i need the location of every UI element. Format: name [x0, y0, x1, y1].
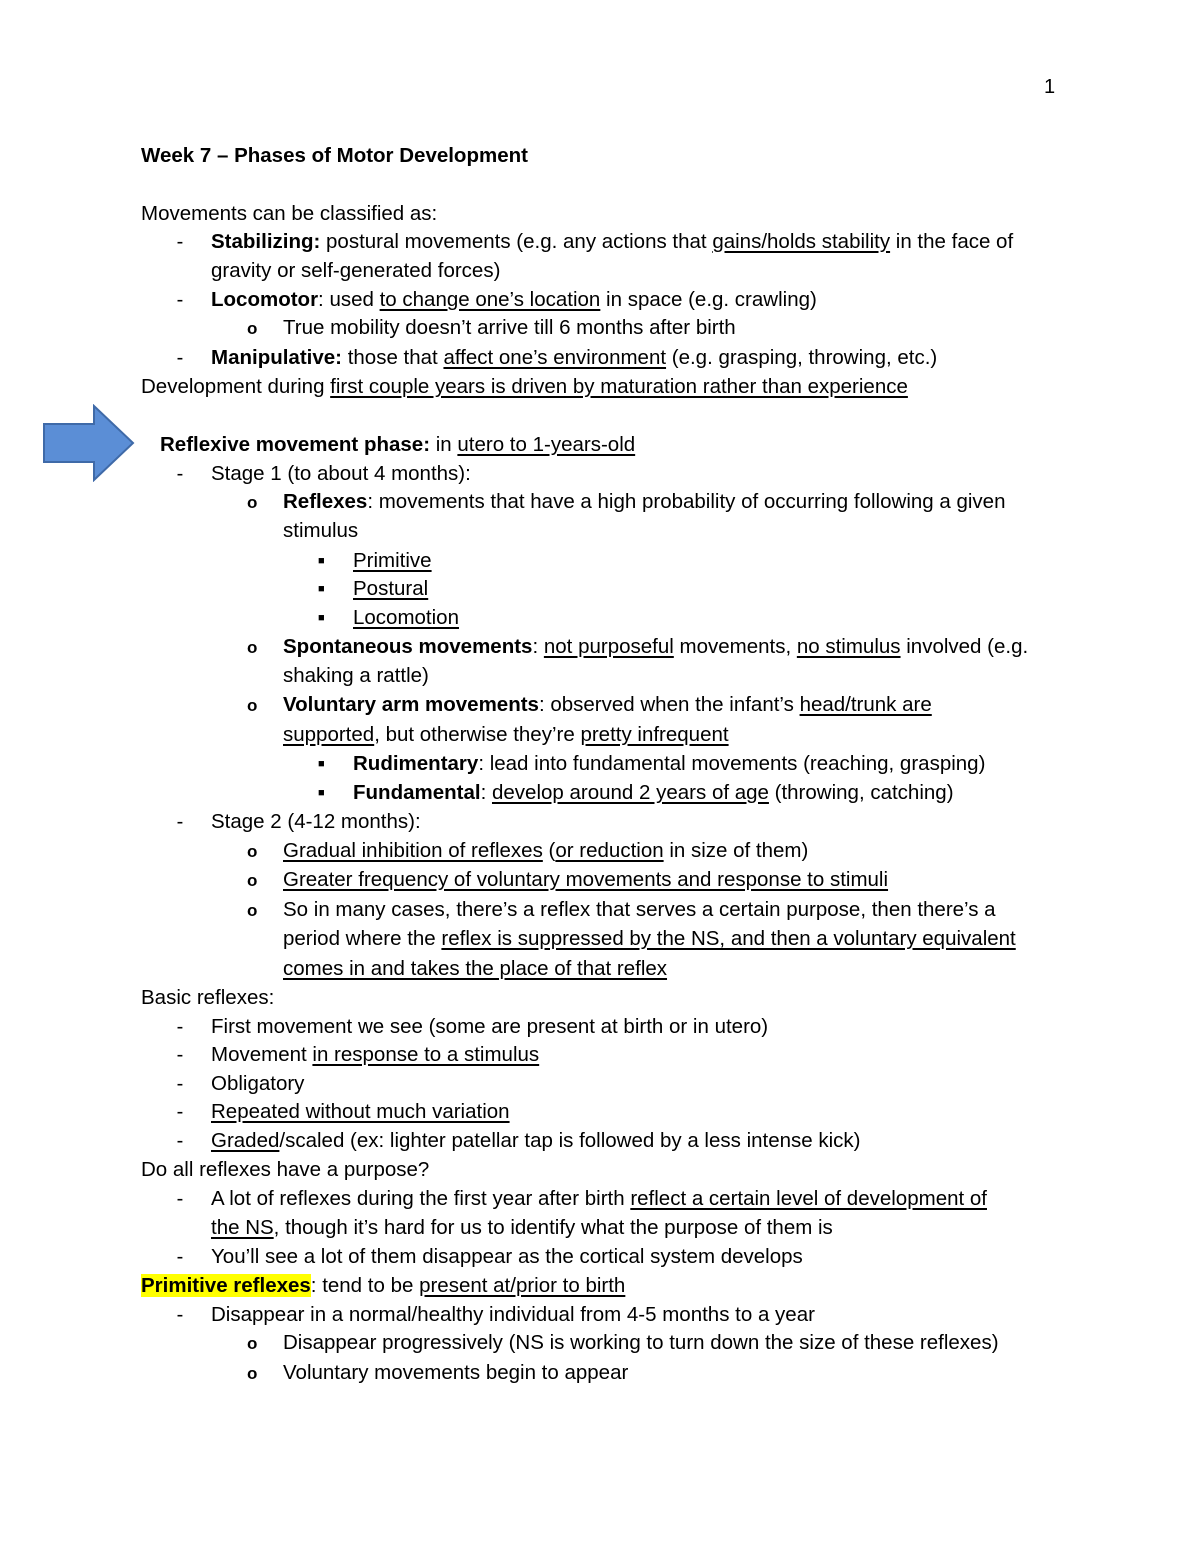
dash-bullet: - [176, 289, 184, 311]
square-bullet: ■ [318, 787, 325, 799]
purpose-item: A lot of reflexes during the first year after birth reflect a certain level of development of [211, 1187, 987, 1210]
reflexes-item: Reflexes: movements that have a high probability of occurring following a given [283, 490, 1006, 513]
primitive-reflexes-heading: Primitive reflexes: tend to be present at/prior to birth [141, 1274, 626, 1297]
reflexive-phase-heading: Reflexive movement phase: in utero to 1-years-old [160, 433, 636, 456]
page-number: 1 [1044, 76, 1056, 98]
dash-bullet: - [176, 1044, 184, 1066]
voluntary-arm-item: Voluntary arm movements: observed when the infant’s head/trunk are [283, 693, 932, 716]
square-bullet: ■ [318, 758, 325, 770]
dash-bullet: - [176, 1073, 184, 1095]
stage2-item-cont: comes in and takes the place of that reflex [283, 957, 668, 980]
reflex-type-item: Primitive [353, 549, 432, 572]
circle-bullet: o [247, 1364, 258, 1383]
dash-bullet: - [176, 1101, 184, 1123]
square-bullet: ■ [318, 583, 325, 595]
dash-bullet: - [176, 1188, 184, 1210]
circle-bullet: o [247, 319, 258, 338]
circle-bullet: o [247, 871, 258, 890]
movements-intro: Movements can be classified as: [141, 202, 438, 225]
stage2-label: Stage 2 (4-12 months): [211, 810, 421, 833]
purpose-item-cont: the NS, though it’s hard for us to identify what the purpose of them is [211, 1216, 833, 1239]
dash-bullet: - [176, 1304, 184, 1326]
circle-bullet: o [247, 638, 258, 657]
basic-reflex-item: First movement we see (some are present at birth or in utero) [211, 1015, 769, 1038]
rudimentary-item: Rudimentary: lead into fundamental movements (reaching, grasping) [353, 752, 986, 775]
circle-bullet: o [247, 493, 258, 512]
right-arrow-icon [42, 404, 136, 482]
development-line: Development during first couple years is driven by maturation rather than experience [141, 375, 908, 398]
spontaneous-item-cont: shaking a rattle) [283, 664, 429, 687]
dash-bullet: - [176, 463, 184, 485]
stabilizing-item-cont: gravity or self-generated forces) [211, 259, 501, 282]
circle-bullet: o [247, 696, 258, 715]
stage2-item-cont: period where the reflex is suppressed by the NS, and then a voluntary equivalent [283, 927, 1016, 950]
stage1-label: Stage 1 (to about 4 months): [211, 462, 471, 485]
square-bullet: ■ [318, 612, 325, 624]
basic-reflex-item: Movement in response to a stimulus [211, 1043, 540, 1066]
primitive-sub: Disappear progressively (NS is working to turn down the size of these reflexes) [283, 1331, 999, 1354]
locomotor-sub: True mobility doesn’t arrive till 6 months after birth [283, 316, 736, 339]
primitive-item: Disappear in a normal/healthy individual from 4-5 months to a year [211, 1303, 815, 1326]
locomotor-item: Locomotor: used to change one’s location in space (e.g. crawling) [211, 288, 817, 311]
purpose-item: You’ll see a lot of them disappear as the cortical system develops [211, 1245, 803, 1268]
square-bullet: ■ [318, 555, 325, 567]
dash-bullet: - [176, 231, 184, 253]
primitive-sub: Voluntary movements begin to appear [283, 1361, 629, 1384]
basic-reflexes-heading: Basic reflexes: [141, 986, 275, 1009]
basic-reflex-item: Graded/scaled (ex: lighter patellar tap is followed by a less intense kick) [211, 1129, 861, 1152]
page-title: Week 7 – Phases of Motor Development [141, 144, 528, 167]
purpose-heading: Do all reflexes have a purpose? [141, 1158, 430, 1181]
basic-reflex-item: Repeated without much variation [211, 1100, 510, 1123]
dash-bullet: - [176, 1016, 184, 1038]
circle-bullet: o [247, 842, 258, 861]
reflex-type-item: Postural [353, 577, 429, 600]
reflexes-item-cont: stimulus [283, 519, 359, 542]
fundamental-item: Fundamental: develop around 2 years of age (throwing, catching) [353, 781, 954, 804]
stage2-item: Gradual inhibition of reflexes (or reduction in size of them) [283, 839, 809, 862]
spontaneous-item: Spontaneous movements: not purposeful movements, no stimulus involved (e.g. [283, 635, 1029, 658]
circle-bullet: o [247, 901, 258, 920]
stage2-item: Greater frequency of voluntary movements and response to stimuli [283, 868, 889, 891]
dash-bullet: - [176, 1246, 184, 1268]
voluntary-arm-item-cont: supported, but otherwise they’re pretty infrequent [283, 723, 729, 746]
stage2-item: So in many cases, there’s a reflex that serves a certain purpose, then there’s a [283, 898, 996, 921]
dash-bullet: - [176, 1130, 184, 1152]
dash-bullet: - [176, 347, 184, 369]
basic-reflex-item: Obligatory [211, 1072, 305, 1095]
dash-bullet: - [176, 811, 184, 833]
stabilizing-item: Stabilizing: postural movements (e.g. any actions that gains/holds stability in the face of [211, 230, 1014, 253]
circle-bullet: o [247, 1334, 258, 1353]
manipulative-item: Manipulative: those that affect one’s environment (e.g. grasping, throwing, etc.) [211, 346, 938, 369]
reflex-type-item: Locomotion [353, 606, 459, 629]
